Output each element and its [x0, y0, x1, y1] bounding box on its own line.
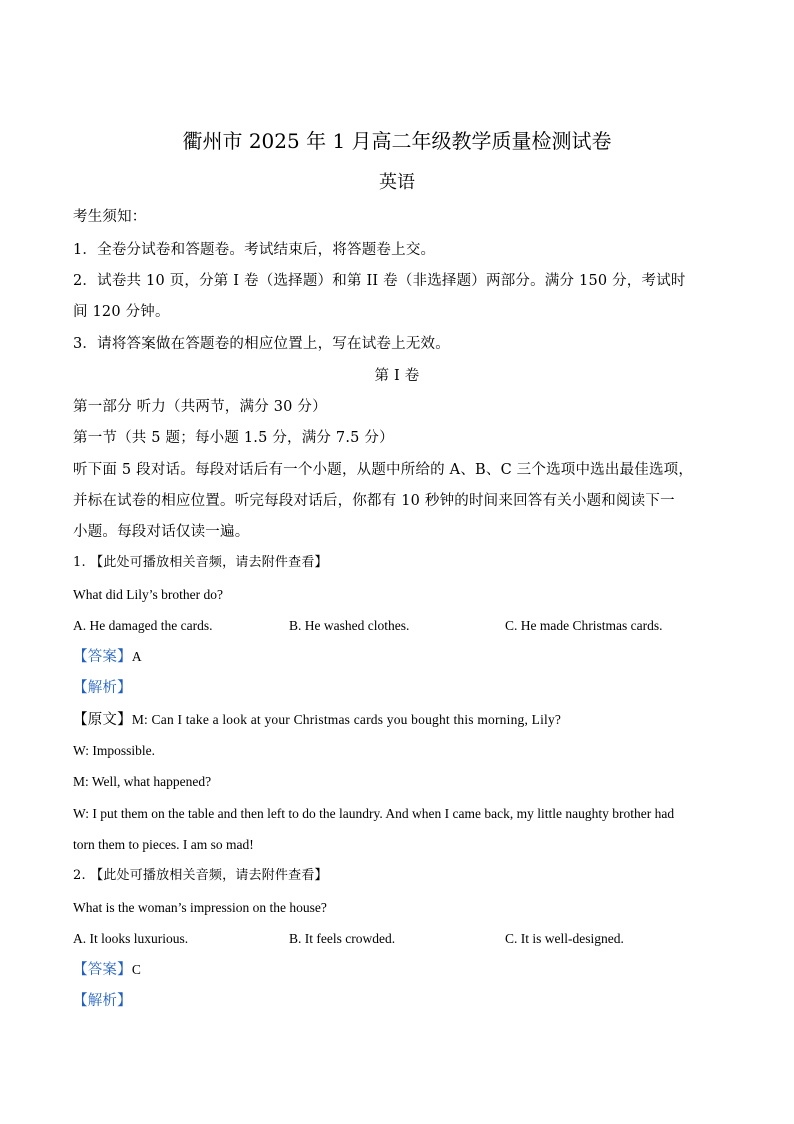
q2-audio-note: 2. 【此处可播放相关音频，请去附件查看】 — [73, 868, 328, 883]
q1-answer — [73, 647, 142, 667]
part1-heading: 第一部分 听力（共两节，满分 30 分） — [73, 399, 327, 415]
q2-answer-label: 【答案】 — [73, 962, 132, 978]
q1-option-b: B. He washed clothes. — [289, 618, 410, 633]
q2-option-a: A. It looks luxurious. — [73, 931, 189, 946]
q1-question: What did Lily’s brother do? — [73, 587, 223, 602]
subject-title: 英语 — [379, 172, 415, 193]
instructions-line-1: 听下面 5 段对话。每段对话后有一个小题，从题中所给的 A、B、C 三个选项中选出最佳选项， — [73, 462, 694, 478]
q2-analysis-label: 【解析】 — [73, 993, 132, 1009]
q1-transcript-text-1: M: Can I take a look at your Christmas cards you bought this morning, Lily? — [131, 712, 562, 727]
exam-title: 衢州市 2025 年 1 月高二年级教学质量检测试卷 — [182, 129, 612, 153]
q1-transcript-line-1 — [73, 710, 561, 730]
q1-transcript-line-2: W: Impossible. — [73, 743, 155, 758]
q1-answer-value: A — [131, 649, 142, 664]
q1-audio-note: 1. 【此处可播放相关音频，请去附件查看】 — [73, 555, 328, 570]
q2-option-c: C. It is well-designed. — [505, 931, 624, 946]
q1-answer-label: 【答案】 — [73, 649, 132, 665]
notice-item-3: 3．请将答案做在答题卷的相应位置上，写在试卷上无效。 — [73, 336, 450, 352]
instructions-line-3: 小题。每段对话仅读一遍。 — [73, 524, 250, 540]
q1-transcript-label: 【原文】 — [73, 712, 132, 728]
q1-option-a: A. He damaged the cards. — [73, 618, 213, 633]
q1-transcript-line-5: torn them to pieces. I am so mad! — [73, 837, 254, 852]
notice-heading: 考生须知： — [73, 209, 147, 225]
notice-item-2-cont: 间 120 分钟。 — [73, 304, 170, 320]
q1-transcript-line-4: W: I put them on the table and then left to do the laundry. And when I came back, my little naughty brother had — [73, 806, 675, 821]
section1-heading: 第一节（共 5 题；每小题 1.5 分，满分 7.5 分） — [73, 430, 394, 446]
volume-heading: 第 I 卷 — [374, 368, 420, 384]
q2-question: What is the woman’s impression on the house? — [73, 900, 327, 915]
q2-answer — [73, 960, 141, 980]
q2-option-b: B. It feels crowded. — [289, 931, 396, 946]
q1-transcript-line-3: M: Well, what happened? — [73, 774, 212, 789]
q1-option-c: C. He made Christmas cards. — [505, 618, 663, 633]
q2-answer-value: C — [131, 962, 142, 977]
notice-item-1: 1．全卷分试卷和答题卷。考试结束后，将答题卷上交。 — [73, 242, 436, 258]
notice-item-2: 2．试卷共 10 页，分第 I 卷（选择题）和第 II 卷（非选择题）两部分。满分 150 分，考试时 — [73, 273, 686, 289]
q1-analysis-label: 【解析】 — [73, 680, 132, 696]
instructions-line-2: 并标在试卷的相应位置。听完每段对话后，你都有 10 秒钟的时间来回答有关小题和阅读下一 — [73, 493, 675, 509]
